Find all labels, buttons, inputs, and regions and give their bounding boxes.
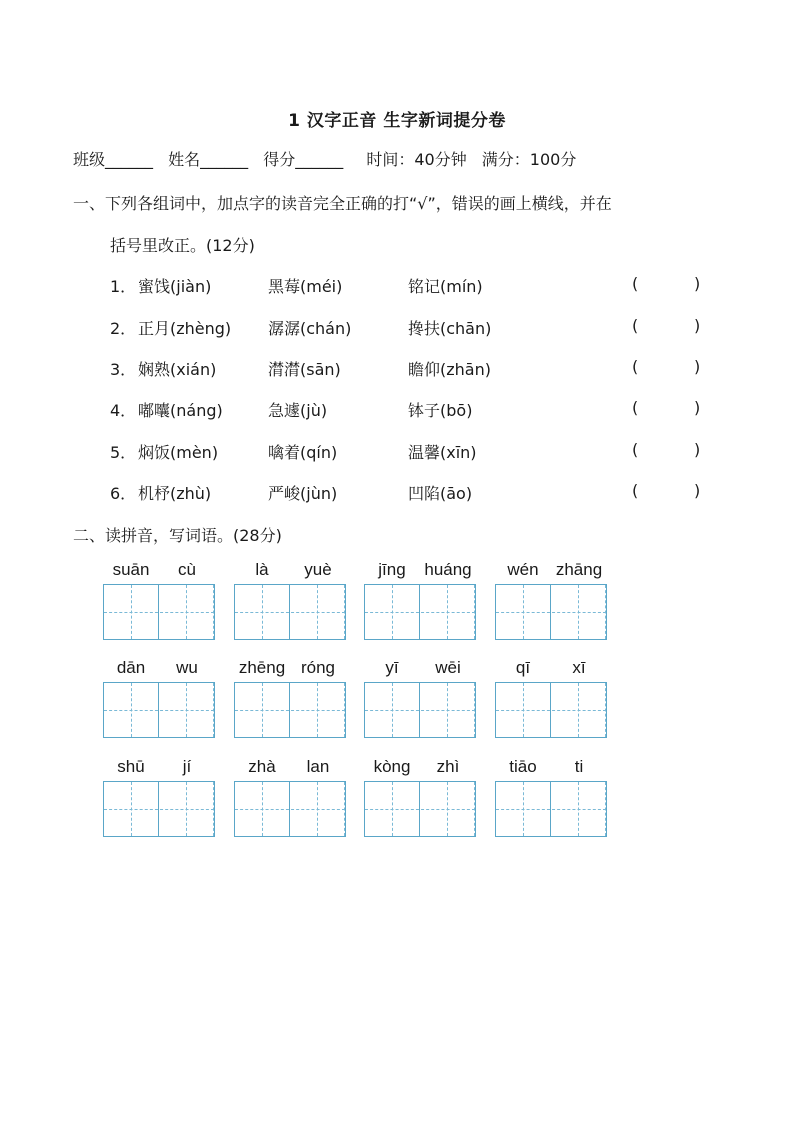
answer-paren-left[interactable]: (: [632, 357, 639, 376]
pinyin-label-row: [103, 560, 215, 582]
pinyin-label-row: [234, 560, 346, 582]
answer-paren-left[interactable]: (: [632, 316, 639, 335]
word-option-3: 凹陷(āo): [408, 484, 473, 503]
writing-grid[interactable]: [495, 781, 607, 837]
pinyin-syllable: yī: [385, 658, 399, 677]
section1-heading: 一、下列各组词中，加点字的读音完全正确的打“√”，错误的画上横线，并在: [73, 194, 612, 213]
grid-guide-line: [365, 710, 475, 711]
writing-grid[interactable]: [103, 781, 215, 837]
pinyin-label-row: [103, 757, 215, 779]
word-option-1: 焖饭(mèn): [138, 443, 219, 462]
question-number: 5．: [110, 443, 137, 462]
word-option-2: 黑莓(méi): [268, 277, 343, 296]
name-field[interactable]: 姓名______: [168, 150, 249, 169]
pinyin-label-row: [495, 658, 607, 680]
answer-paren-right[interactable]: ): [694, 440, 701, 459]
word-option-3: 搀扶(chān): [408, 319, 492, 338]
pinyin-syllable: yuè: [304, 560, 332, 579]
grid-guide-line: [235, 809, 345, 810]
grid-guide-line: [235, 710, 345, 711]
pinyin-label-row: [364, 560, 476, 582]
word-option-2: 严峻(jùn): [268, 484, 338, 503]
word-option-1: 娴熟(xián): [138, 360, 217, 379]
pinyin-word-group: [364, 658, 476, 680]
score-field[interactable]: 得分______: [263, 150, 344, 169]
pinyin-syllable: jīng: [378, 560, 406, 579]
full-score-label: 满分：100分: [481, 150, 577, 169]
writing-grid[interactable]: [103, 682, 215, 738]
pinyin-word-group: [103, 757, 215, 779]
pinyin-syllable: wēi: [435, 658, 461, 677]
pinyin-word-group: [495, 658, 607, 680]
pinyin-word-group: [364, 757, 476, 779]
writing-grid[interactable]: [234, 682, 346, 738]
pinyin-label-row: [234, 757, 346, 779]
pinyin-syllable: cù: [178, 560, 196, 579]
pinyin-syllable: dān: [116, 658, 146, 677]
pinyin-syllable: là: [255, 560, 269, 579]
pinyin-syllable: suān: [112, 560, 150, 579]
pinyin-word-group: [234, 560, 346, 582]
word-option-2: 噙着(qín): [268, 443, 338, 462]
time-label: 时间：40分钟: [366, 150, 467, 169]
writing-grid[interactable]: [234, 584, 346, 640]
pinyin-word-group: [495, 560, 607, 582]
pinyin-syllable: zhì: [436, 757, 460, 776]
word-option-3: 温馨(xīn): [408, 443, 477, 462]
pinyin-syllable: ti: [574, 757, 584, 776]
writing-grid[interactable]: [364, 584, 476, 640]
page-title: 1 汉字正音 生字新词提分卷: [288, 111, 506, 131]
writing-grid[interactable]: [495, 584, 607, 640]
writing-grid[interactable]: [364, 682, 476, 738]
pinyin-word-group: [103, 658, 215, 680]
answer-paren-left[interactable]: (: [632, 398, 639, 417]
pinyin-word-group: [495, 757, 607, 779]
answer-paren-left[interactable]: (: [632, 481, 639, 500]
grid-guide-line: [104, 710, 214, 711]
pinyin-label-row: [364, 757, 476, 779]
pinyin-word-group: [364, 560, 476, 582]
pinyin-syllable: zhà: [248, 757, 276, 776]
grid-guide-line: [365, 612, 475, 613]
writing-grid[interactable]: [495, 682, 607, 738]
question-number: 6．: [110, 484, 137, 503]
answer-paren-right[interactable]: ): [694, 481, 701, 500]
pinyin-label-row: [103, 658, 215, 680]
pinyin-syllable: zhāng: [555, 560, 603, 579]
pinyin-word-group: [234, 658, 346, 680]
answer-paren-left[interactable]: (: [632, 440, 639, 459]
pinyin-word-group: [103, 560, 215, 582]
word-option-2: 潺潺(chán): [268, 319, 352, 338]
pinyin-syllable: wén: [507, 560, 539, 579]
answer-paren-right[interactable]: ): [694, 357, 701, 376]
grid-guide-line: [496, 809, 606, 810]
writing-grid[interactable]: [364, 781, 476, 837]
pinyin-label-row: [495, 757, 607, 779]
pinyin-syllable: shū: [117, 757, 145, 776]
class-field[interactable]: 班级______: [73, 150, 154, 169]
pinyin-syllable: kòng: [373, 757, 411, 776]
pinyin-syllable: qī: [515, 658, 531, 677]
grid-guide-line: [365, 809, 475, 810]
word-option-1: 机杼(zhù): [138, 484, 212, 503]
word-option-1: 嘟囔(náng): [138, 401, 223, 420]
pinyin-syllable: róng: [300, 658, 336, 677]
pinyin-syllable: zhēng: [238, 658, 286, 677]
word-option-2: 潸潸(sān): [268, 360, 341, 379]
pinyin-syllable: lan: [306, 757, 330, 776]
word-option-2: 急遽(jù): [268, 401, 328, 420]
writing-grid[interactable]: [234, 781, 346, 837]
pinyin-label-row: [234, 658, 346, 680]
word-option-1: 正月(zhèng): [138, 319, 232, 338]
writing-grid[interactable]: [103, 584, 215, 640]
question-number: 3．: [110, 360, 137, 379]
answer-paren-right[interactable]: ): [694, 316, 701, 335]
pinyin-word-group: [234, 757, 346, 779]
pinyin-label-row: [364, 658, 476, 680]
question-number: 2．: [110, 319, 137, 338]
pinyin-syllable: jí: [182, 757, 192, 776]
word-option-3: 瞻仰(zhān): [408, 360, 491, 379]
question-number: 1．: [110, 277, 137, 296]
pinyin-syllable: huáng: [424, 560, 472, 579]
pinyin-syllable: tiāo: [509, 757, 537, 776]
student-info-line: [73, 147, 586, 170]
grid-guide-line: [235, 612, 345, 613]
word-option-3: 钵子(bō): [408, 401, 473, 420]
word-option-3: 铭记(mín): [408, 277, 483, 296]
grid-guide-line: [104, 612, 214, 613]
word-option-1: 蜜饯(jiàn): [138, 277, 212, 296]
pinyin-syllable: wu: [176, 658, 198, 677]
pinyin-label-row: [495, 560, 607, 582]
answer-paren-left[interactable]: (: [632, 274, 639, 293]
pinyin-syllable: xī: [572, 658, 586, 677]
answer-paren-right[interactable]: ): [694, 274, 701, 293]
grid-guide-line: [496, 612, 606, 613]
answer-paren-right[interactable]: ): [694, 398, 701, 417]
grid-guide-line: [104, 809, 214, 810]
question-number: 4．: [110, 401, 137, 420]
section2-heading: 二、读拼音，写词语。(28分): [73, 526, 282, 545]
section1-heading-cont: 括号里改正。(12分): [110, 236, 255, 255]
grid-guide-line: [496, 710, 606, 711]
